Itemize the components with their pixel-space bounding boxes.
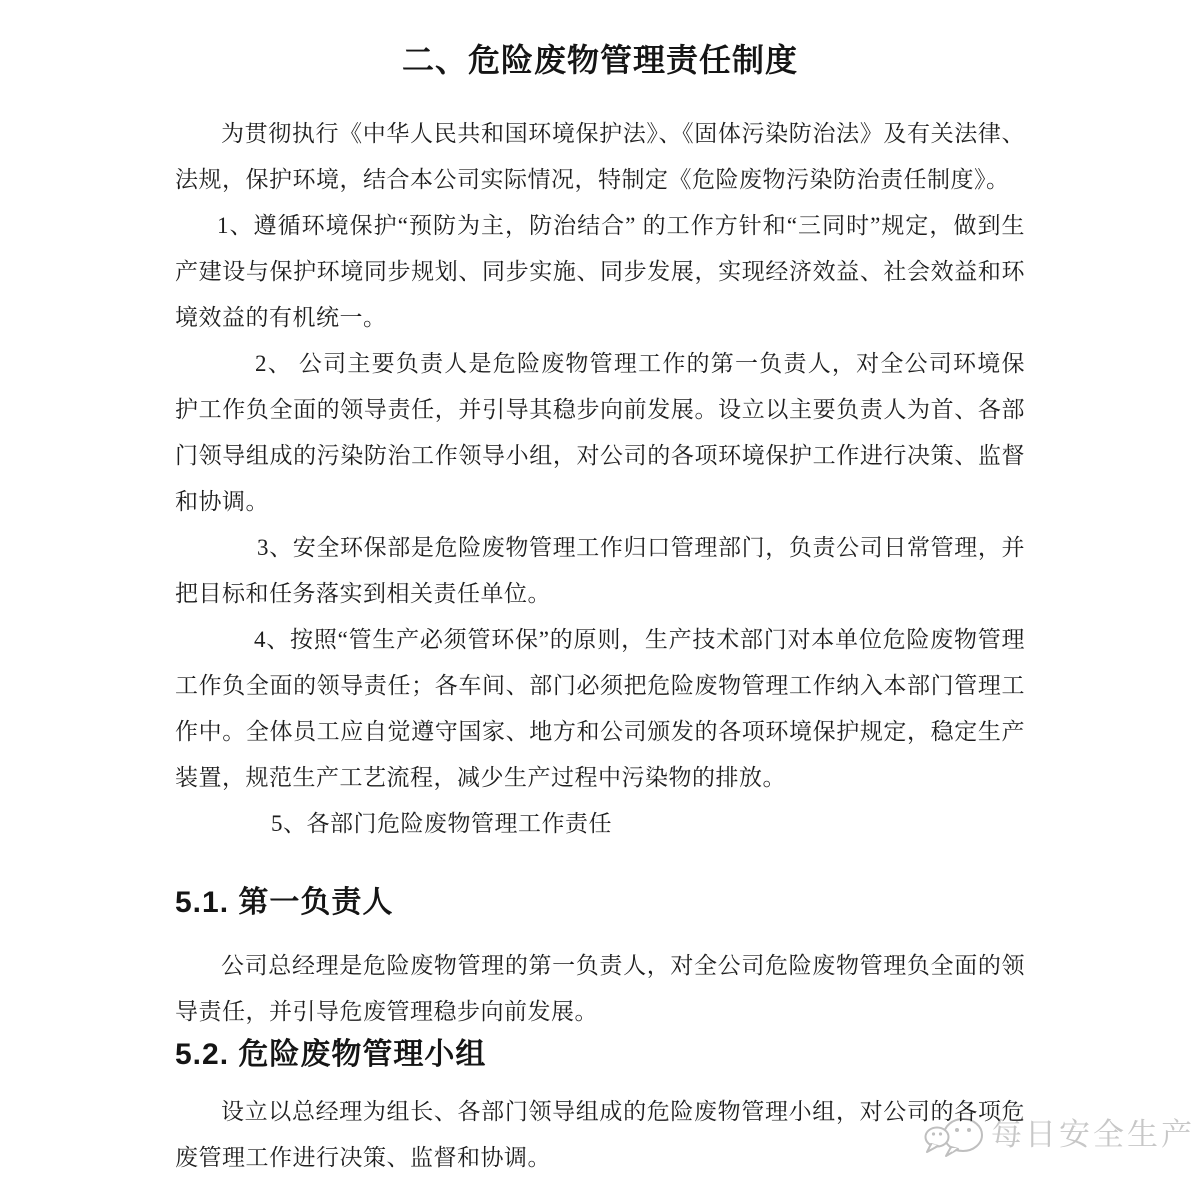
section-body-5-1: 公司总经理是危险废物管理的第一负责人，对全公司危险废物管理负全面的领导责任，并引导危废管理稳步向前发展。	[175, 953, 1025, 1024]
paragraph-item-1: 1、遵循环境保护“预防为主，防治结合” 的工作方针和“三同时”规定，做到生产建设与保护环境同步规划、同步实施、同步发展，实现经济效益、社会效益和环境效益的有机统一。	[175, 213, 1025, 330]
section-heading-5-2: 5.2. 危险废物管理小组	[175, 1038, 487, 1071]
section-body-5-2: 设立以总经理为组长、各部门领导组成的危险废物管理小组，对公司的各项危废管理工作进行决策、监督和协调。	[175, 1099, 1025, 1170]
paragraph-item-5: 5、各部门危险废物管理工作责任	[271, 811, 612, 836]
watermark-label: 每日安全生产	[991, 1117, 1195, 1152]
document-content	[175, 0, 1025, 1181]
document-title: 二、危险废物管理责任制度	[401, 42, 798, 78]
paragraph-item-2: 2、 公司主要负责人是危险废物管理工作的第一负责人，对全公司环境保护工作负全面的领导责任，并引导其稳步向前发展。设立以主要负责人为首、各部门领导组成的污染防治工作领导小组，对公司的各项环境保护工作进行决策、监督和协调。	[175, 351, 1025, 514]
paragraph-item-4: 4、按照“管生产必须管环保”的原则，生产技术部门对本单位危险废物管理工作负全面的领导责任；各车间、部门必须把危险废物管理工作纳入本部门管理工作中。全体员工应自觉遵守国家、地方和公司颁发的各项环境保护规定，稳定生产装置，规范生产工艺流程，减少生产过程中污染物的排放。	[175, 627, 1025, 790]
paragraph-item-3: 3、安全环保部是危险废物管理工作归口管理部门，负责公司日常管理，并把目标和任务落实到相关责任单位。	[175, 535, 1025, 606]
section-heading-5-1: 5.1. 第一负责人	[175, 886, 394, 919]
paragraph-intro: 为贯彻执行《中华人民共和国环境保护法》、《固体污染防治法》及有关法律、法规，保护环境，结合本公司实际情况，特制定《危险废物污染防治责任制度》。	[175, 121, 1025, 192]
